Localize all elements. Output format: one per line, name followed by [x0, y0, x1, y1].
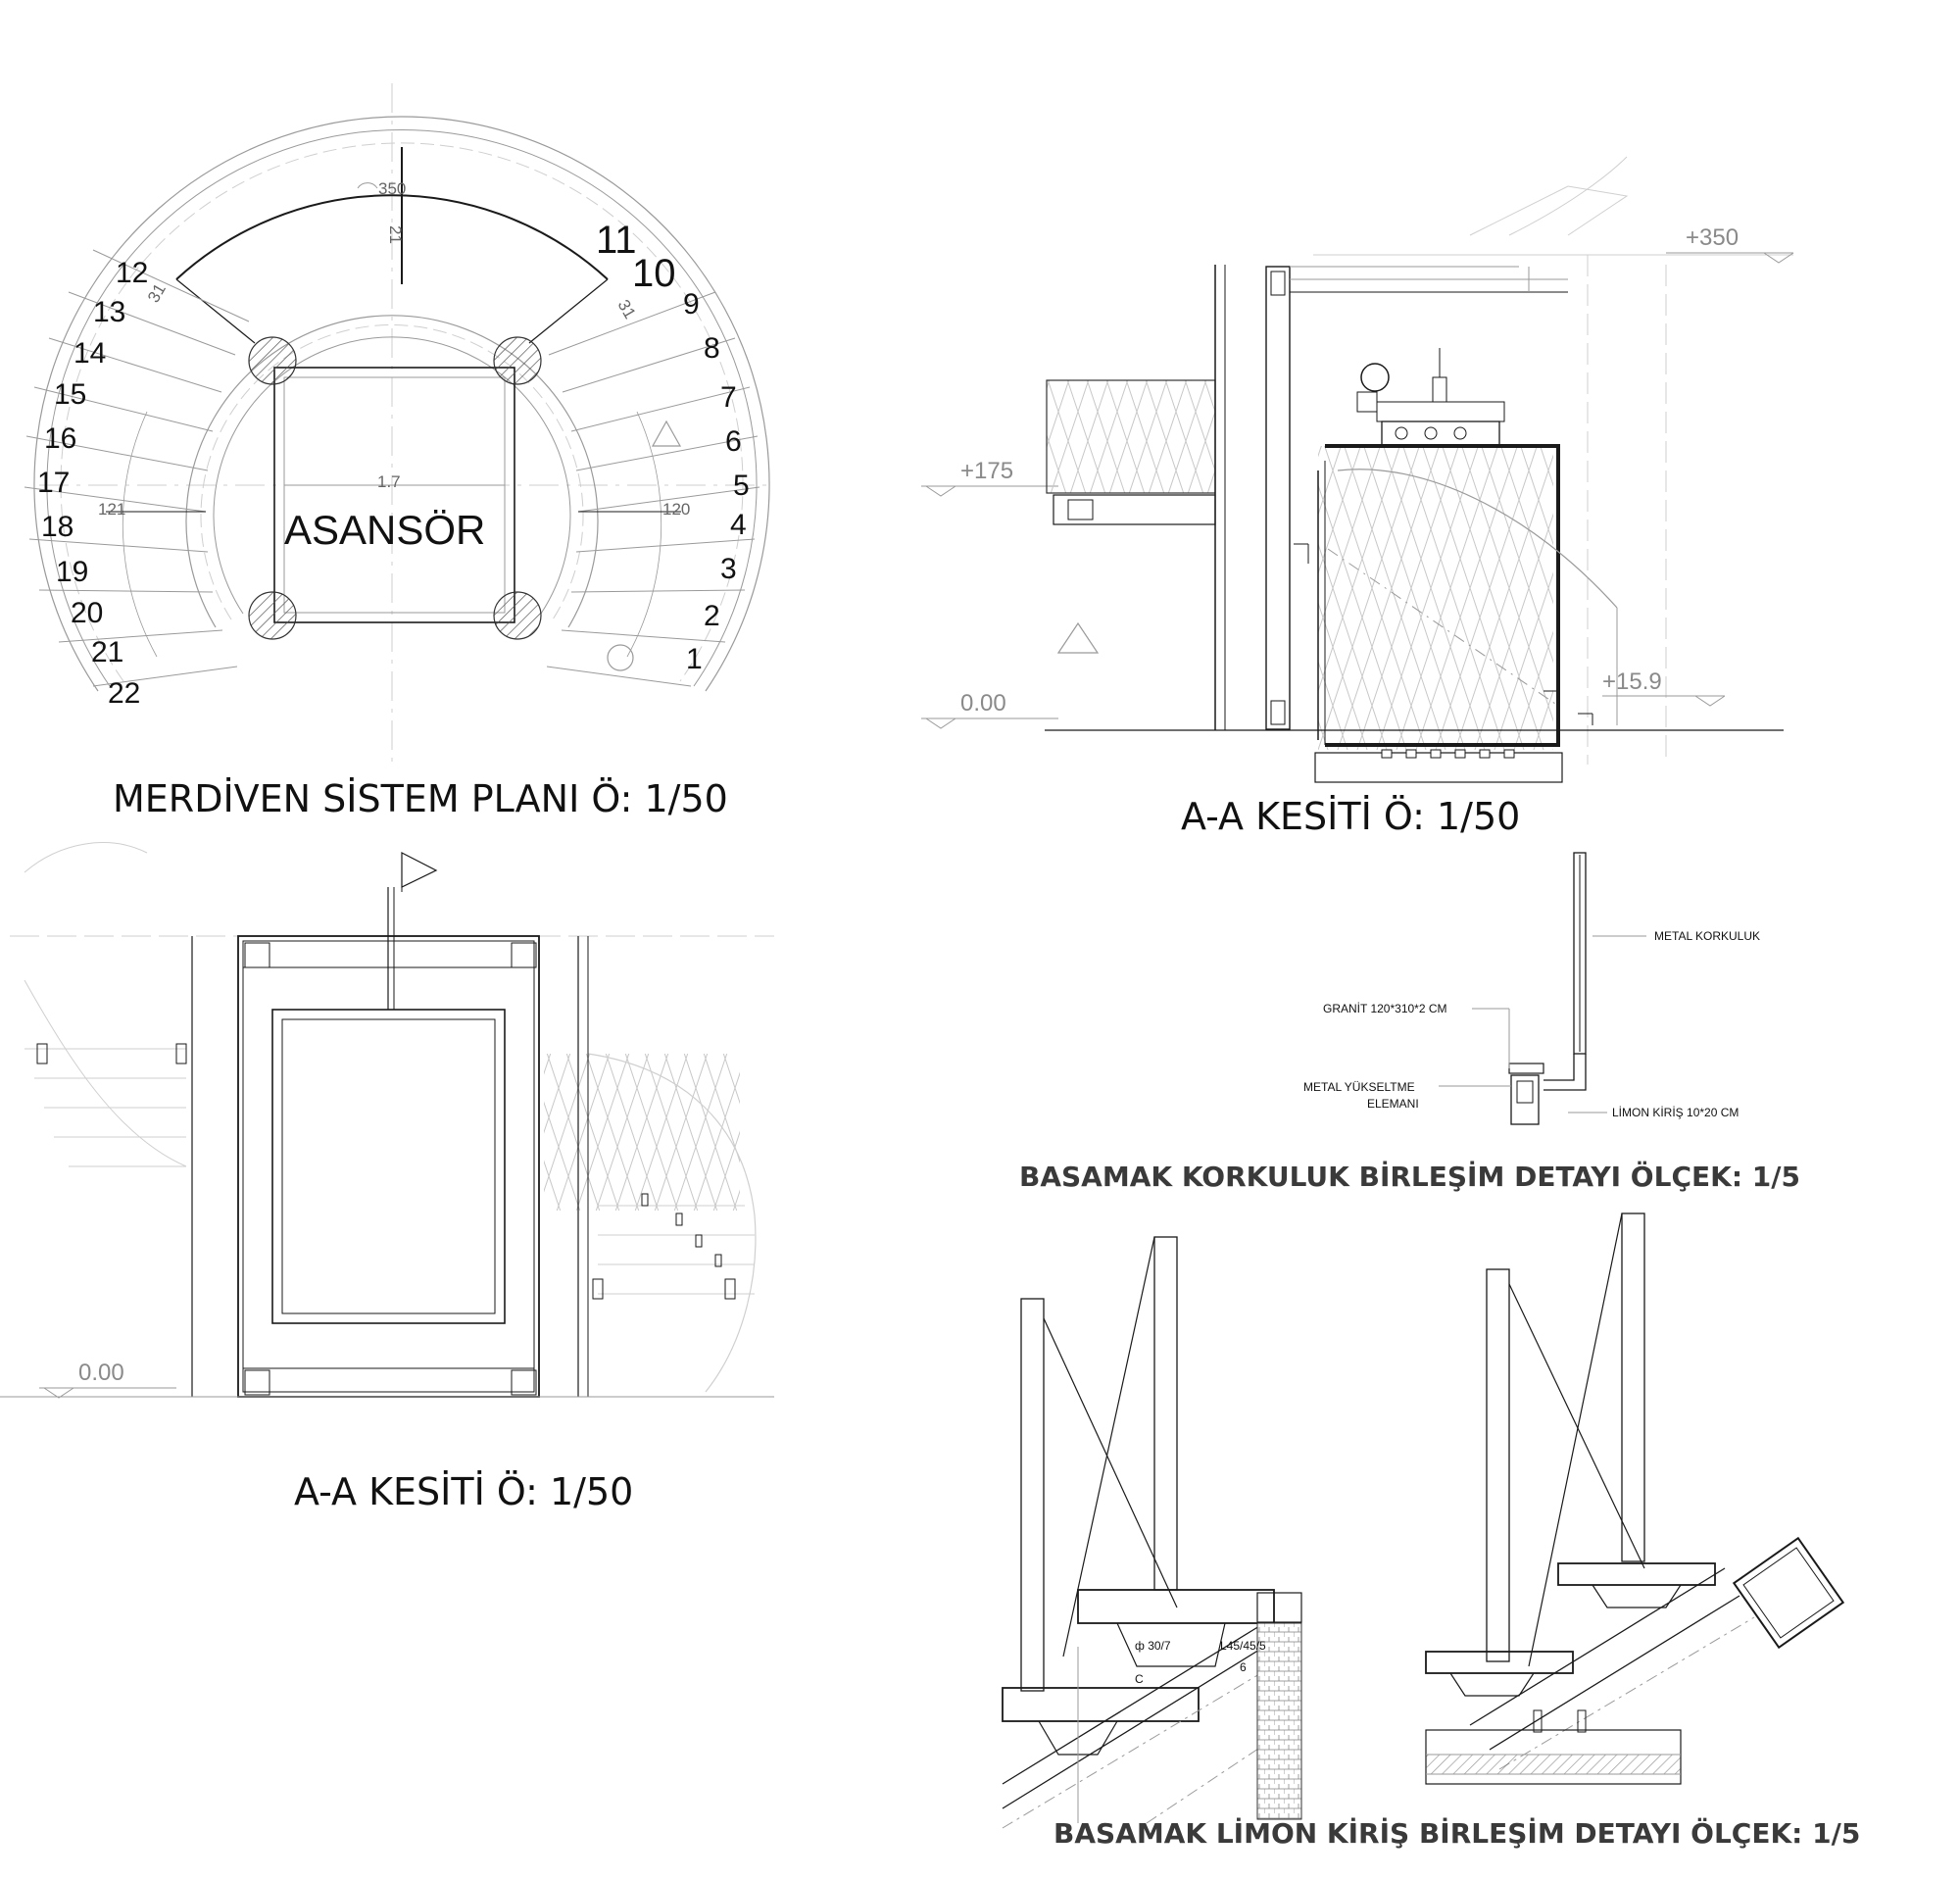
- elevator-label: ASANSÖR: [284, 507, 486, 553]
- level-159: +15.9: [1602, 668, 1662, 695]
- section-aa-left: [0, 843, 774, 1513]
- label-metal-korkuluk: METAL KORKULUK: [1654, 929, 1761, 943]
- label-c: C: [1135, 1672, 1144, 1686]
- label-metal-yukseltme: METAL YÜKSELTME: [1303, 1080, 1415, 1094]
- section-aa-right: [921, 157, 1793, 838]
- step-number: 16: [44, 422, 77, 455]
- step-number: 10: [632, 252, 676, 295]
- level-000-right: 0.00: [960, 690, 1006, 717]
- step-number: 1: [686, 643, 703, 675]
- step-number: 3: [720, 553, 737, 585]
- step-number: 15: [54, 378, 87, 411]
- step-number: 12: [116, 257, 149, 289]
- label-six: 6: [1240, 1660, 1247, 1674]
- step-number: 11: [596, 219, 637, 262]
- level-175: +175: [960, 458, 1014, 484]
- label-limon-kiris: LİMON KİRİŞ 10*20 CM: [1612, 1106, 1740, 1119]
- step-number: 21: [91, 636, 124, 668]
- label-metal-yukseltme-elemani: ELEMANI: [1367, 1097, 1419, 1111]
- label-tube: ф 30/7: [1135, 1639, 1171, 1653]
- step-number: 17: [37, 467, 71, 499]
- railing-joint-detail: [1019, 853, 1800, 1193]
- step-number: 13: [93, 296, 126, 328]
- plan-dim-120: 120: [662, 500, 691, 519]
- plan-dim-center: 1.7: [377, 472, 401, 491]
- level-350: +350: [1686, 224, 1740, 251]
- level-000-left: 0.00: [78, 1360, 124, 1386]
- section-left-title: A-A KESİTİ Ö: 1/50: [294, 1470, 634, 1513]
- railing-detail-title: BASAMAK KORKULUK BİRLEŞİM DETAYI ÖLÇEK: 1/5: [1019, 1161, 1800, 1193]
- step-number: 20: [71, 597, 104, 629]
- plan-dim-350: 350: [378, 179, 407, 198]
- step-number: 6: [725, 425, 742, 458]
- step-number: 5: [733, 470, 750, 502]
- label-granit: GRANİT 120*310*2 CM: [1323, 1002, 1447, 1015]
- plan-tread-dim: 31: [613, 296, 640, 322]
- stringer-detail-title: BASAMAK LİMON KİRİŞ BİRLEŞİM DETAYI ÖLÇEK: 1/5: [1054, 1817, 1861, 1850]
- plan-dim-121: 121: [98, 500, 126, 519]
- step-number: 14: [74, 337, 107, 370]
- plan-tread-dim: 31: [144, 280, 170, 306]
- step-number: 7: [720, 381, 737, 414]
- step-number: 19: [56, 556, 89, 588]
- step-number: 22: [108, 677, 141, 710]
- plan-title: MERDİVEN SİSTEM PLANI Ö: 1/50: [113, 777, 728, 820]
- step-number: 8: [704, 332, 720, 365]
- plan-dim-21: 21: [386, 225, 405, 244]
- section-right-title: A-A KESİTİ Ö: 1/50: [1181, 795, 1521, 838]
- stringer-joint-detail: [1003, 1213, 1860, 1850]
- step-number: 4: [730, 509, 747, 541]
- step-number: 9: [683, 288, 700, 321]
- step-number: 18: [41, 511, 74, 543]
- stair-plan: [24, 83, 774, 820]
- step-number: 2: [704, 600, 720, 632]
- label-angle: L45/45/5: [1220, 1639, 1266, 1653]
